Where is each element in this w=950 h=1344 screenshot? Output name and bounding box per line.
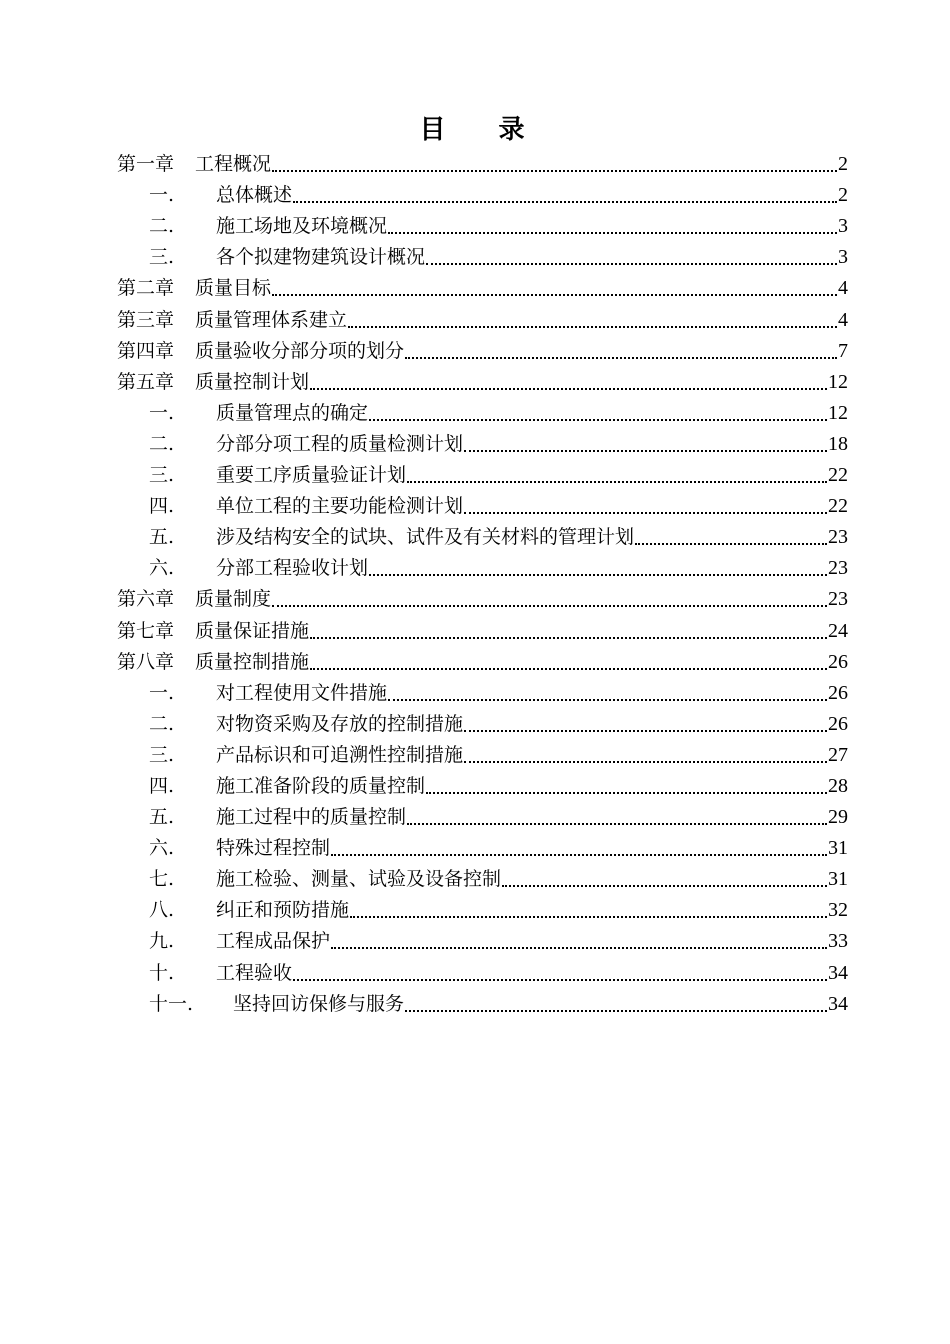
toc-section-entry[interactable] (117, 895, 848, 926)
toc-entry-title: 质量管理点的确定 (216, 401, 369, 424)
toc-section-entry[interactable] (117, 429, 848, 460)
toc-entry-title: 涉及结构安全的试块、试件及有关材料的管理计划 (216, 526, 635, 549)
toc-entry-number: 第五章 (117, 370, 175, 393)
toc-entry-number: 十一. (149, 992, 194, 1015)
toc-entry-number: 三. (149, 246, 175, 269)
toc-entry-number: 十. (149, 961, 175, 984)
toc-entry-title: 产品标识和可追溯性控制措施 (216, 743, 464, 766)
toc-entry-title: 各个拟建物建筑设计概况 (216, 246, 426, 269)
toc-entry-title: 对工程使用文件措施 (216, 681, 388, 704)
toc-section-entry[interactable] (117, 802, 848, 833)
toc-chapter-entry[interactable] (117, 149, 848, 180)
toc-entry-number: 第一章 (117, 153, 175, 176)
toc-dot-leader (272, 605, 827, 607)
toc-entry-title: 总体概述 (216, 184, 293, 207)
toc-list (117, 149, 848, 1020)
toc-page-number: 27 (828, 743, 848, 766)
toc-page-number: 2 (838, 184, 848, 207)
toc-entry-title: 质量管理体系建立 (195, 308, 348, 331)
toc-entry-number: 五. (149, 526, 175, 549)
toc-page-number: 4 (838, 308, 848, 331)
toc-entry-title: 特殊过程控制 (216, 837, 331, 860)
toc-dot-leader (293, 201, 837, 203)
toc-entry-title: 质量目标 (195, 277, 272, 300)
toc-entry-title: 质量控制措施 (195, 650, 310, 673)
toc-dot-leader (310, 388, 827, 390)
toc-section-entry[interactable] (117, 709, 848, 740)
toc-entry-title: 工程成品保护 (216, 930, 331, 953)
toc-page-number: 32 (828, 899, 848, 922)
toc-page-number: 22 (828, 495, 848, 518)
toc-dot-leader (635, 543, 827, 545)
toc-page-number: 26 (828, 712, 848, 735)
toc-dot-leader (331, 947, 827, 949)
toc-chapter-entry[interactable] (117, 367, 848, 398)
toc-entry-title: 单位工程的主要功能检测计划 (216, 495, 464, 518)
toc-page-number: 29 (828, 806, 848, 829)
toc-page-number: 22 (828, 464, 848, 487)
toc-entry-number: 第七章 (117, 619, 175, 642)
toc-page-number: 2 (838, 153, 848, 176)
toc-page-number: 7 (838, 339, 848, 362)
toc-dot-leader (369, 419, 827, 421)
toc-chapter-entry[interactable] (117, 584, 848, 615)
toc-entry-number: 八. (149, 899, 175, 922)
toc-entry-number: 六. (149, 837, 175, 860)
toc-dot-leader (405, 1010, 827, 1012)
toc-entry-number: 第八章 (117, 650, 175, 673)
toc-dot-leader (331, 854, 827, 856)
toc-dot-leader (426, 263, 837, 265)
toc-dot-leader (426, 792, 827, 794)
toc-dot-leader (407, 823, 827, 825)
toc-dot-leader (272, 294, 837, 296)
toc-section-entry[interactable] (117, 211, 848, 242)
toc-section-entry[interactable] (117, 242, 848, 273)
toc-chapter-entry[interactable] (117, 304, 848, 335)
toc-entry-title: 重要工序质量验证计划 (216, 464, 407, 487)
toc-entry-number: 六. (149, 557, 175, 580)
toc-entry-number: 四. (149, 495, 175, 518)
toc-page-number: 33 (828, 930, 848, 953)
toc-entry-title: 质量验收分部分项的划分 (195, 339, 405, 362)
toc-entry-title: 施工检验、测量、试验及设备控制 (216, 868, 502, 891)
toc-entry-title: 分部分项工程的质量检测计划 (216, 432, 464, 455)
toc-dot-leader (348, 326, 837, 328)
toc-entry-number: 一. (149, 184, 175, 207)
toc-entry-title: 施工准备阶段的质量控制 (216, 774, 426, 797)
toc-section-entry[interactable] (117, 957, 848, 988)
toc-section-entry[interactable] (117, 989, 848, 1020)
toc-section-entry[interactable] (117, 864, 848, 895)
toc-entry-title: 坚持回访保修与服务 (233, 992, 405, 1015)
toc-entry-title: 质量制度 (195, 588, 272, 611)
toc-entry-number: 五. (149, 806, 175, 829)
toc-dot-leader (464, 512, 827, 514)
toc-page-number: 26 (828, 681, 848, 704)
toc-dot-leader (293, 979, 827, 981)
toc-dot-leader (502, 885, 827, 887)
toc-dot-leader (310, 668, 827, 670)
toc-entry-number: 三. (149, 464, 175, 487)
toc-page-number: 12 (828, 370, 848, 393)
toc-page-number: 23 (828, 526, 848, 549)
toc-dot-leader (464, 450, 827, 452)
toc-entry-title: 工程验收 (216, 961, 293, 984)
toc-section-entry[interactable] (117, 180, 848, 211)
toc-entry-number: 四. (149, 774, 175, 797)
toc-dot-leader (350, 916, 827, 918)
toc-entry-title: 质量控制计划 (195, 370, 310, 393)
toc-page-number: 4 (838, 277, 848, 300)
toc-dot-leader (272, 170, 837, 172)
toc-section-entry[interactable] (117, 460, 848, 491)
toc-chapter-entry[interactable] (117, 615, 848, 646)
toc-page-number: 18 (828, 432, 848, 455)
toc-section-entry[interactable] (117, 740, 848, 771)
toc-dot-leader (388, 699, 827, 701)
toc-entry-number: 第六章 (117, 588, 175, 611)
toc-section-entry[interactable] (117, 522, 848, 553)
toc-dot-leader (464, 730, 827, 732)
toc-entry-number: 一. (149, 401, 175, 424)
toc-page-number: 28 (828, 774, 848, 797)
toc-entry-title: 施工场地及环境概况 (216, 215, 388, 238)
toc-entry-title: 纠正和预防措施 (216, 899, 350, 922)
toc-chapter-entry[interactable] (117, 336, 848, 367)
toc-entry-number: 第二章 (117, 277, 175, 300)
toc-page-number: 3 (838, 246, 848, 269)
toc-section-entry[interactable] (117, 771, 848, 802)
toc-chapter-entry[interactable] (117, 273, 848, 304)
toc-entry-title: 施工过程中的质量控制 (216, 806, 407, 829)
toc-entry-number: 第四章 (117, 339, 175, 362)
toc-dot-leader (310, 637, 827, 639)
toc-page-number: 26 (828, 650, 848, 673)
toc-entry-number: 三. (149, 743, 175, 766)
toc-page-number: 23 (828, 588, 848, 611)
toc-entry-number: 二. (149, 215, 175, 238)
toc-entry-number: 七. (149, 868, 175, 891)
toc-entry-number: 二. (149, 432, 175, 455)
toc-dot-leader (464, 761, 827, 763)
toc-section-entry[interactable] (117, 491, 848, 522)
toc-dot-leader (388, 232, 837, 234)
toc-entry-number: 第三章 (117, 308, 175, 331)
toc-chapter-entry[interactable] (117, 647, 848, 678)
toc-entry-title: 分部工程验收计划 (216, 557, 369, 580)
toc-section-entry[interactable] (117, 678, 848, 709)
toc-entry-number: 九. (149, 930, 175, 953)
toc-page-number: 34 (828, 992, 848, 1015)
toc-entry-number: 二. (149, 712, 175, 735)
toc-dot-leader (369, 574, 827, 576)
toc-entry-title: 工程概况 (195, 153, 272, 176)
toc-page-number: 24 (828, 619, 848, 642)
toc-page-number: 31 (828, 868, 848, 891)
toc-section-entry[interactable] (117, 926, 848, 957)
toc-page-number: 34 (828, 961, 848, 984)
toc-entry-number: 一. (149, 681, 175, 704)
toc-section-entry[interactable] (117, 553, 848, 584)
toc-dot-leader (405, 357, 837, 359)
toc-page-number: 3 (838, 215, 848, 238)
toc-title: 目 录 (419, 115, 547, 145)
toc-page-number: 12 (828, 401, 848, 424)
toc-page-number: 23 (828, 557, 848, 580)
toc-dot-leader (407, 481, 827, 483)
toc-section-entry[interactable] (117, 398, 848, 429)
toc-entry-title: 质量保证措施 (195, 619, 310, 642)
toc-section-entry[interactable] (117, 833, 848, 864)
toc-page-number: 31 (828, 837, 848, 860)
toc-entry-title: 对物资采购及存放的控制措施 (216, 712, 464, 735)
